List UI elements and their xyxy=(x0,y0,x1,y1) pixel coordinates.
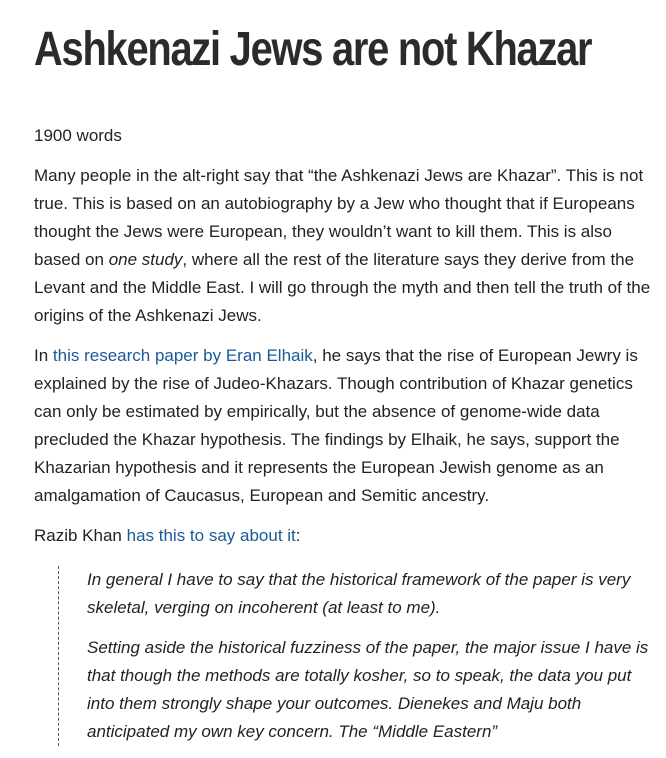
razib-khan-link[interactable]: has this to say about it xyxy=(126,526,296,545)
paragraph-razib-prefix: Razib Khan xyxy=(34,526,127,545)
paragraph-razib-suffix: : xyxy=(295,526,301,545)
paragraph-elhaik-text: , he says that the rise of European Jewry is explained by the rise of Judeo-Khazars. Though contribution of Khazar genetics can only be estimated by empirically, but the absence of genome-wide data precluded the Khazar hypothesis. The findings by Elhaik, he says, support the Khazarian hypothesis and it represents the European Jewish genome as an amalgamation of Caucasus, European and Semitic ancestry. xyxy=(34,346,638,505)
paragraph-intro xyxy=(34,162,660,330)
paragraph-intro-text-2: , where all the rest of the literature says they derive from the Levant and the Middle East. I will go through the myth and then tell the truth of the origins of the Ashkenazi Jews. xyxy=(34,250,651,325)
paragraph-razib xyxy=(34,522,660,550)
article-title: Ashkenazi Jews are not Khazar xyxy=(34,23,592,76)
paragraph-elhaik-prefix: In xyxy=(34,346,53,365)
paragraph-intro-text-1: Many people in the alt-right say that “the Ashkenazi Jews are Khazar”. This is not true. This is based on an autobiography by a Jew who thought that if Europeans thought the Jews were European, they wouldn’t want to kill them. This is also based on xyxy=(34,166,644,269)
paragraph-elhaik xyxy=(34,342,660,510)
word-count: 1900 words xyxy=(34,126,122,145)
paragraph-intro-emphasis: one study xyxy=(108,250,183,269)
article xyxy=(34,0,660,758)
quote-paragraph-2: Setting aside the historical fuzziness of the paper, the major issue I have is that though the methods are totally kosher, so to speak, the data you put into them strongly shape your outcomes. Dienekes and Maju both anticipated my own key concern. The “Middle Eastern” xyxy=(87,638,649,741)
elhaik-paper-link[interactable]: this research paper by Eran Elhaik xyxy=(52,346,313,365)
quote-paragraph-1: In general I have to say that the historical framework of the paper is very skeletal, verging on incoherent (at least to me). xyxy=(87,570,631,617)
block-quote xyxy=(58,566,660,746)
